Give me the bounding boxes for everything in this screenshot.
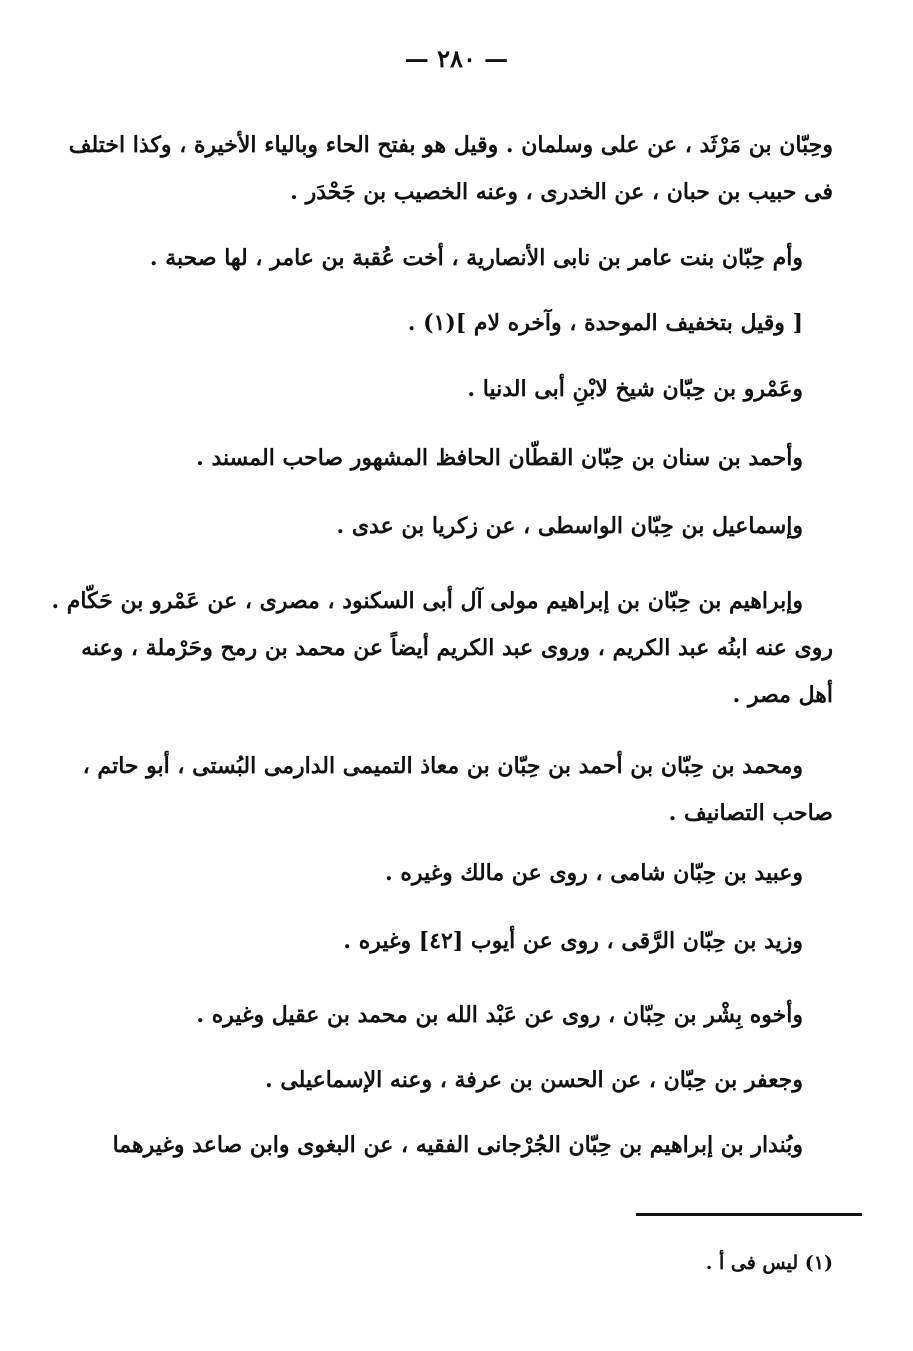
entry-line: وزيد بن حِبّان الرَّقى ، روى عن أيوب [٤٢] وغيره . [343,928,803,954]
entry-line: وإسماعيل بن حِبّان الواسطى ، عن زكريا بن عدى . [336,513,803,539]
entry-line: وبُندار بن إبراهيم بن حِبّان الجُرْجانى الفقيه ، عن البغوى وابن صاعد وغيرهما [112,1132,803,1158]
entry-line: وعَمْرو بن حِبّان شيخ لابْنِ أبى الدنيا . [467,376,803,402]
entry-11 [196,992,803,1039]
entry-12 [265,1057,803,1104]
entry-line: [ وقيل بتخفيف الموحدة ، وآخره لام ](١) . [407,310,803,336]
page-number: — ٢٨٠ — [404,44,509,73]
entry-line: ومحمد بن حِبّان بن أحمد بن حِبّان بن معاذ التميمى الدارمى البُستى ، أبو حاتم ، [82,753,803,779]
entry-9 [385,850,803,897]
entry-4 [467,366,803,413]
entry-line: وأم حِبّان بنت عامر بن نابى الأنصارية ، أخت عُقبة بن عامر ، لها صحبة . [149,245,803,271]
entry-line: وحِبّان بن مَرْثَد ، عن على وسلمان . وقيل هو بفتح الحاء وبالياء الأخيرة ، وكذا اختلف [68,132,833,158]
entry-line: وعبيد بن حِبّان شامى ، روى عن مالك وغيره . [385,860,803,886]
entry-line: وإبراهيم بن حِبّان بن إبراهيم مولى آل أبى السكنود ، مصرى ، عن عَمْرو بن حَكّام . [51,588,803,614]
footnote: (١) ليس فى أ . [705,1252,833,1274]
entry-line: وأحمد بن سنان بن حِبّان القطّان الحافظ المشهور صاحب المسند . [196,445,803,471]
entry-line: صاحب التصانيف . [668,800,833,826]
entry-10 [343,918,803,965]
entry-line: وجعفر بن حِبّان ، عن الحسن بن عرفة ، وعنه الإسماعيلى . [265,1067,803,1093]
footnote-divider [636,1213,862,1216]
entry-5 [196,435,803,482]
entry-line: فى حبيب بن حبان ، عن الخدرى ، وعنه الخصيب بن جَحْدَر . [290,179,833,205]
entry-6 [337,503,804,550]
entry-13 [113,1122,803,1169]
entry-line: أهل مصر . [732,682,833,708]
entry-2 [150,235,803,282]
entry-8 [83,743,833,837]
entry-line: روى عنه ابنُه عبد الكريم ، وروى عبد الكريم أيضاً عن محمد بن رمح وحَرْملة ، وعنه [81,635,833,661]
entry-line: وأخوه بِشْر بن حِبّان ، روى عن عَبْد الله بن محمد بن عقيل وغيره . [196,1002,803,1028]
entry-7 [51,578,833,719]
entry-3 [408,300,803,347]
entry-1 [69,122,833,216]
